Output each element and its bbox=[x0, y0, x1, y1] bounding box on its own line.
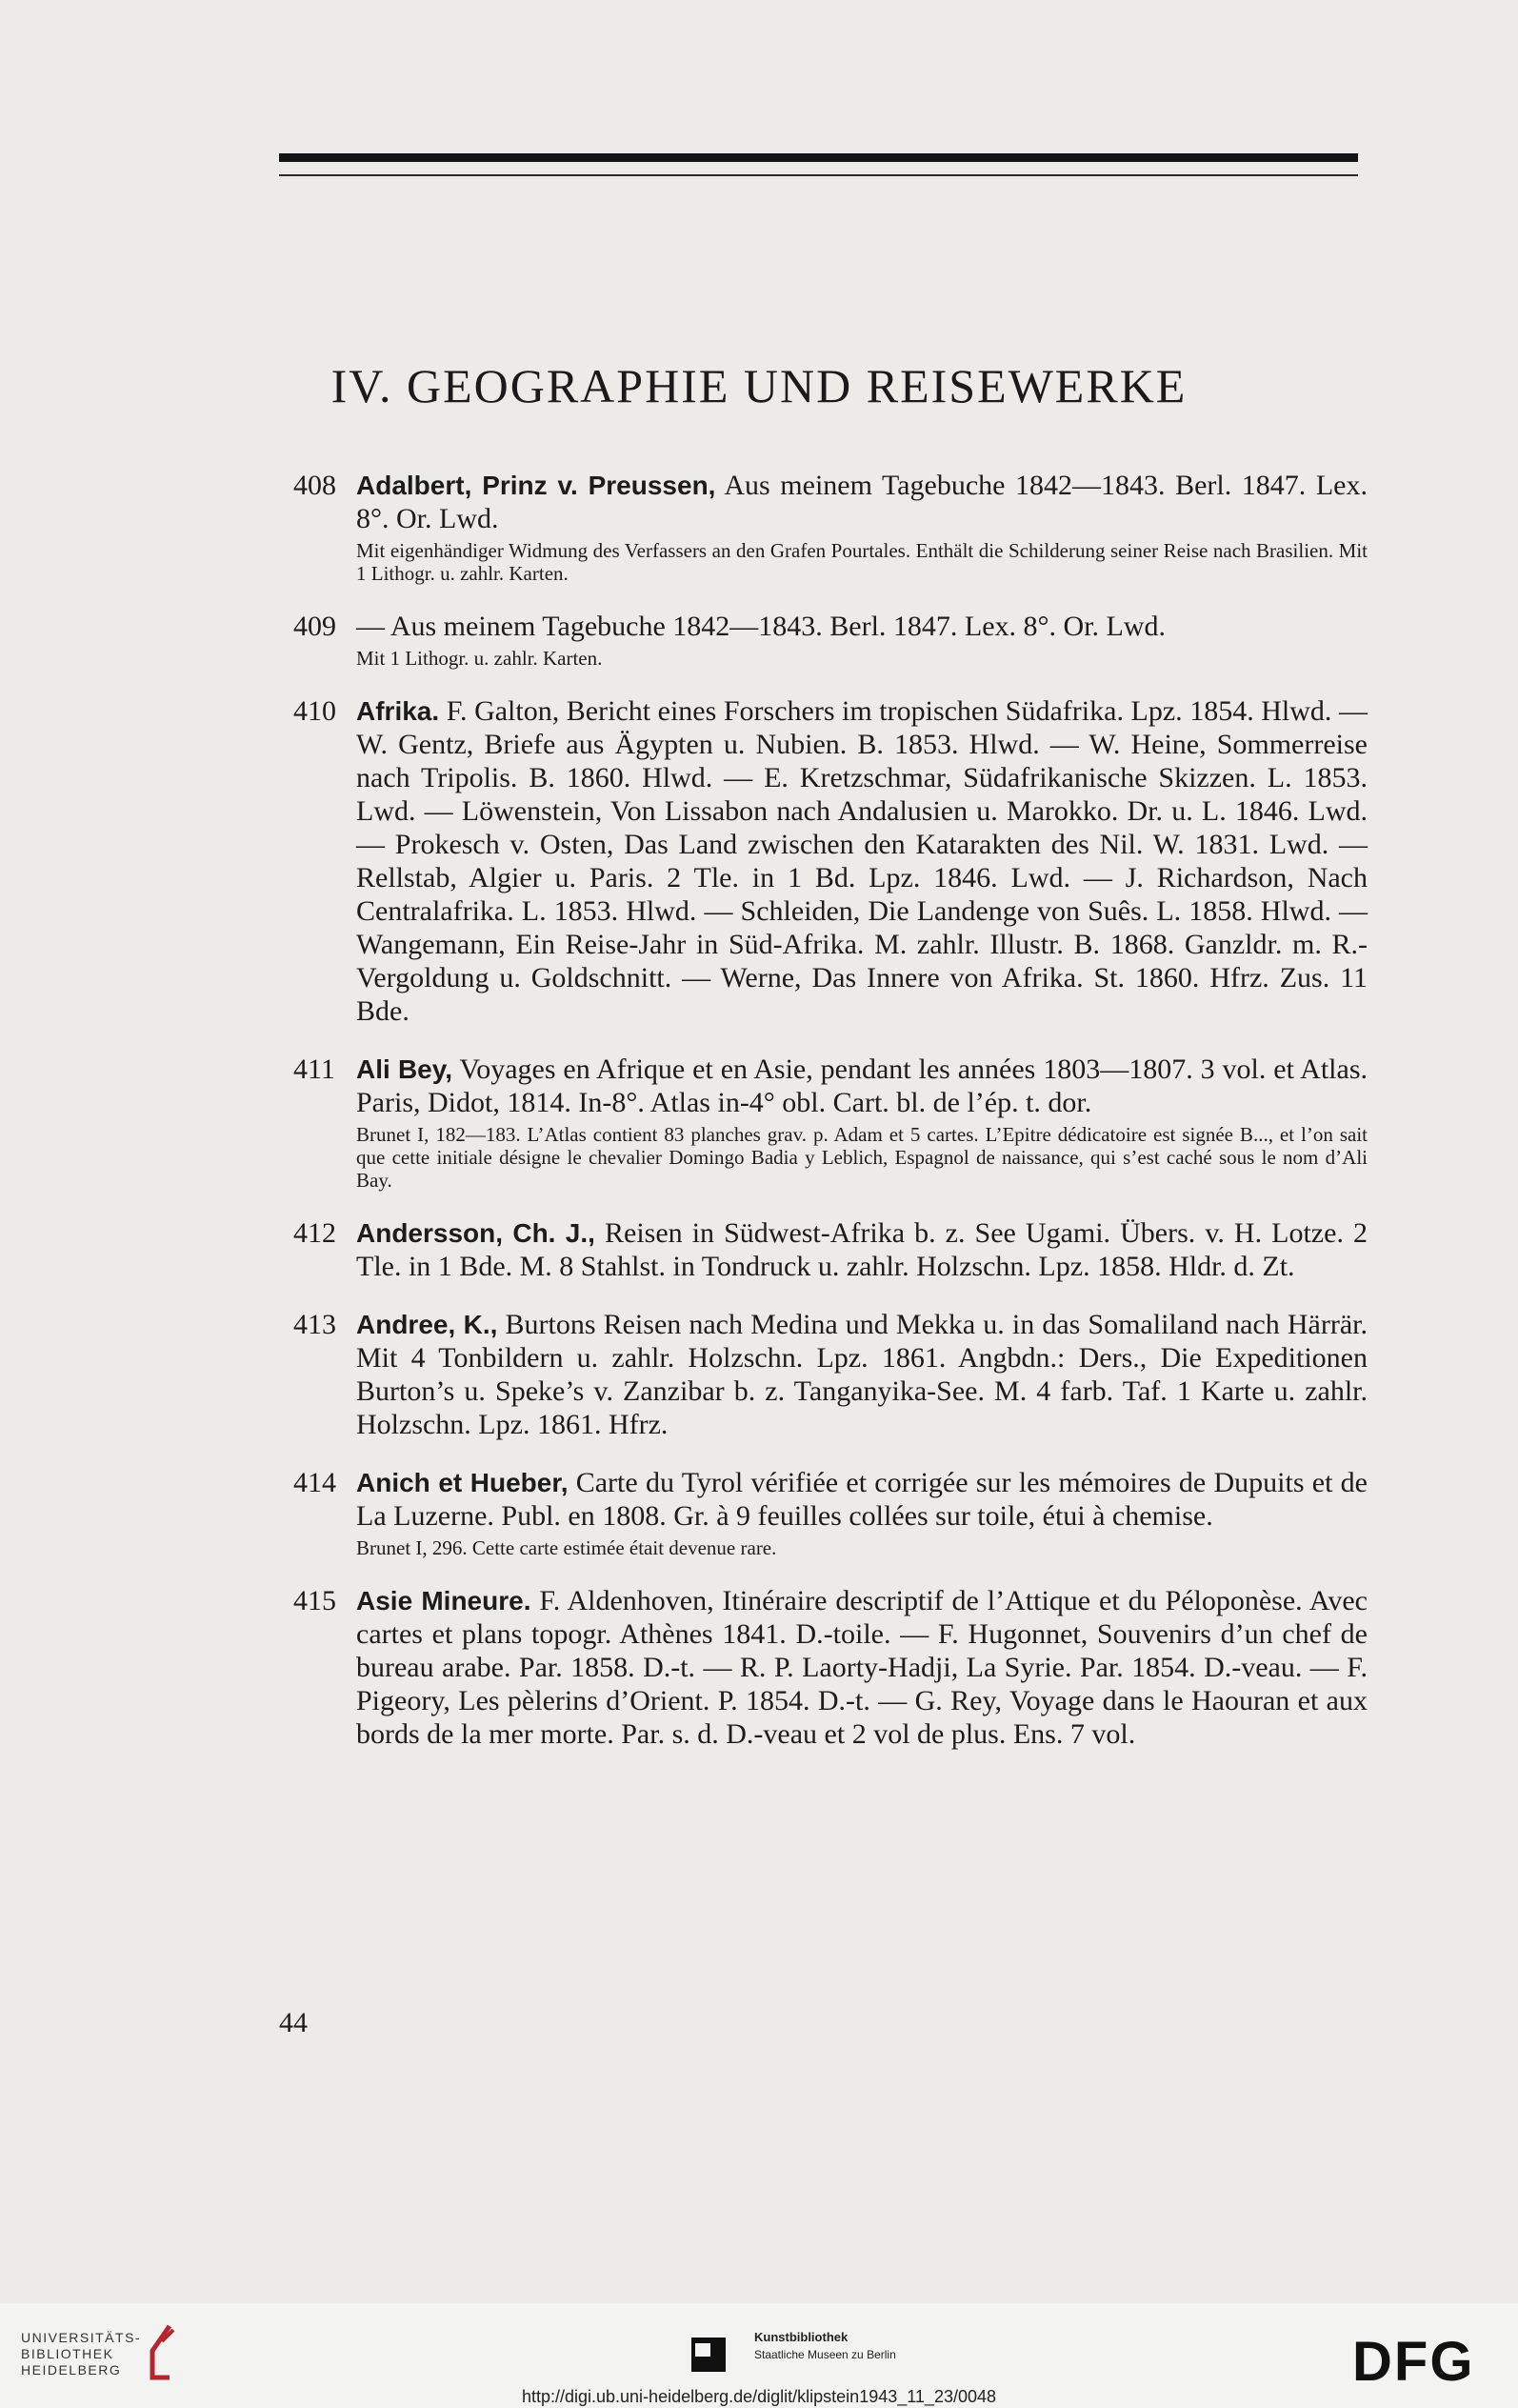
entry-author: Ali Bey, bbox=[356, 1054, 453, 1084]
entry-author: Asie Mineure. bbox=[356, 1586, 531, 1615]
entry-description: Voyages en Afrique et en Asie, pendant les années 1803—1807. 3 vol. et Atlas. Paris, Didot, 1814. In-8°. Atlas in-4° obl. Cart. bl. de l’ép. t. dor. bbox=[356, 1054, 1368, 1118]
catalog-entry-412 bbox=[293, 1216, 1368, 1283]
catalog-entry-409 bbox=[293, 610, 1368, 670]
entry-number: 410 bbox=[293, 695, 336, 727]
entry-number: 408 bbox=[293, 470, 336, 501]
entry-author: Adalbert, Prinz v. Preussen, bbox=[356, 471, 716, 500]
entry-number: 415 bbox=[293, 1585, 336, 1616]
entry-text bbox=[356, 610, 1368, 643]
entry-text bbox=[356, 1466, 1368, 1533]
kunstbibliothek-logo-icon bbox=[691, 2338, 726, 2372]
entry-text bbox=[356, 1216, 1368, 1283]
university-logo-icon bbox=[141, 2322, 183, 2381]
catalog-entry-410 bbox=[293, 694, 1368, 1028]
entry-number: 412 bbox=[293, 1217, 336, 1249]
source-url-link[interactable]: http://digi.ub.uni-heidelberg.de/diglit/klipstein1943_11_23/0048 bbox=[521, 2387, 997, 2406]
catalog-entry-414 bbox=[293, 1466, 1368, 1559]
entry-text bbox=[356, 469, 1368, 535]
entry-author: Andersson, Ch. J., bbox=[356, 1218, 595, 1248]
entry-description: Reisen in Südwest-Afrika b. z. See Ugami. Übers. v. H. Lotze. 2 Tle. in 1 Bde. M. 8 Stahlst. in Tondruck u. zahlr. Holzschn. Lpz. 1858. Hldr. d. Zt. bbox=[356, 1217, 1368, 1282]
catalog-entry-415 bbox=[293, 1584, 1368, 1751]
entry-note: Brunet I, 182—183. L’Atlas contient 83 planches grav. p. Adam et 5 cartes. L’Epitre dédicatoire est signée B..., et l’on sait que cette initiale désigne le chevalier Domingo Badia y Leblich, Espagnol de naissance, qui s’est caché sous le nom d’Ali Bay. bbox=[356, 1123, 1368, 1192]
entry-author: Andree, K., bbox=[356, 1310, 498, 1339]
entry-number: 411 bbox=[293, 1054, 335, 1085]
entry-number: 409 bbox=[293, 611, 336, 642]
catalog-entry-408 bbox=[293, 469, 1368, 585]
entry-description: — Aus meinem Tagebuche 1842—1843. Berl. 1847. Lex. 8°. Or. Lwd. bbox=[356, 611, 1167, 642]
entry-author: Anich et Hueber, bbox=[356, 1468, 569, 1497]
catalog-entries bbox=[293, 469, 1368, 1776]
entry-text bbox=[356, 1308, 1368, 1441]
entry-note: Mit 1 Lithogr. u. zahlr. Karten. bbox=[356, 647, 603, 670]
entry-text bbox=[356, 694, 1368, 1028]
entry-number: 414 bbox=[293, 1467, 336, 1498]
entry-note: Mit eigenhändiger Widmung des Verfassers an den Grafen Pourtales. Enthält die Schilderung seiner Reise nach Brasilien. Mit 1 Lithogr. u. zahlr. Karten. bbox=[356, 539, 1368, 585]
entry-note: Brunet I, 296. Cette carte estimée était devenue rare. bbox=[356, 1536, 777, 1559]
top-rule-thick bbox=[279, 153, 1358, 162]
dfg-logo: DFG bbox=[1352, 2331, 1475, 2393]
entry-description: Burtons Reisen nach Medina und Mekka u. in das Somaliland nach Härrär. Mit 4 Tonbildern u. zahlr. Holzschn. Lpz. 1861. Angbdn.: Ders., Die Expeditionen Burton’s u. Speke’s v. Zanzibar b. z. Tanganyika-See. M. 4 farb. Taf. 1 Karte u. zahlr. Holzschn. Lpz. 1861. Hfrz. bbox=[356, 1309, 1368, 1440]
top-rule-thin bbox=[279, 174, 1358, 176]
section-title: IV. GEOGRAPHIE UND REISEWERKE bbox=[330, 359, 1188, 412]
entry-description: F. Aldenhoven, Itinéraire descriptif de l’Attique et du Péloponèse. Avec cartes et plans topogr. Athènes 1841. D.-toile. — F. Hugonnet, Souvenirs d’un chef de bureau arabe. Par. 1858. D.-t. — R. P. Laorty-Hadji, La Syrie. Par. 1854. D.-veau. — F. Pigeory, Les pèlerins d’Orient. P. 1854. D.-t. — G. Rey, Voyage dans le Haouran et aux bords de la mer morte. Par. s. d. D.-veau et 2 vol de plus. Ens. 7 vol. bbox=[356, 1585, 1368, 1750]
entry-author: Afrika. bbox=[356, 696, 440, 726]
entry-description: Aus meinem Tagebuche 1842—1843. Berl. 1847. Lex. 8°. Or. Lwd. bbox=[356, 470, 1368, 534]
footer-bar bbox=[0, 2303, 1518, 2408]
entry-number: 413 bbox=[293, 1309, 336, 1340]
entry-text bbox=[356, 1584, 1368, 1751]
kunstbibliothek-label: Kunstbibliothek Staatliche Museen zu Berlin bbox=[754, 2330, 896, 2361]
catalog-entry-411 bbox=[293, 1053, 1368, 1192]
catalog-entry-413 bbox=[293, 1308, 1368, 1441]
entry-text bbox=[356, 1053, 1368, 1119]
entry-description: F. Galton, Bericht eines Forschers im tropischen Südafrika. Lpz. 1854. Hlwd. — W. Gentz, Briefe aus Ägypten u. Nubien. B. 1853. Hlwd. — W. Heine, Sommerreise nach Tripolis. B. 1860. Hlwd. — E. Kretzschmar, Südafrikanische Skizzen. L. 1853. Lwd. — Löwenstein, Von Lissabon nach Andalusien u. Marokko. Dr. u. L. 1846. Lwd. — Prokesch v. Osten, Das Land zwischen den Katarakten des Nil. W. 1831. Lwd. — Rellstab, Algier u. Paris. 2 Tle. in 1 Bd. Lpz. 1846. Lwd. — J. Richardson, Nach Centralafrika. L. 1853. Hlwd. — Schleiden, Die Landenge von Suês. L. 1858. Hlwd. — Wangemann, Ein Reise-Jahr in Süd-Afrika. M. zahlr. Illustr. B. 1868. Ganzldr. m. R.-Vergoldung u. Goldschnitt. — Werne, Das Innere von Afrika. St. 1860. Hfrz. Zus. 11 Bde. bbox=[356, 695, 1368, 1027]
university-library-label: UNIVERSITÄTS- BIBLIOTHEK HEIDELBERG bbox=[21, 2330, 142, 2378]
page-number: 44 bbox=[279, 2007, 308, 2038]
entry-description: Carte du Tyrol vérifiée et corrigée sur les mémoires de Dupuits et de La Luzerne. Publ. en 1808. Gr. à 9 feuilles collées sur toile, étui à chemise. bbox=[356, 1467, 1368, 1532]
